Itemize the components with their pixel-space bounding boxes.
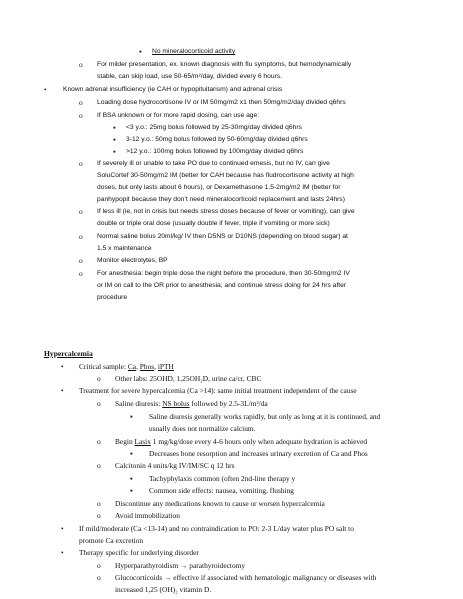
bullet-circle: o (79, 60, 83, 69)
lasix-dosing: 1 mg/kg/dose every 4-6 hours only when adequate hydration is achieved (150, 437, 368, 446)
line-decreases-resorption: Decreases bone resorption and increases urinary excretion of Ca and Phos (149, 449, 368, 458)
lab-ipth: iPTH (157, 362, 174, 371)
bullet-square: ▪ (130, 474, 133, 483)
line-avoid-immobilization: Avoid immobilization (115, 511, 180, 520)
line-hyperparathyroidism: Hyperparathyroidism → parathyroidectomy (115, 561, 246, 570)
line-less-ill: If less ill (ie, not in crisis but needs stress doses because of fever or vomiting), can give (97, 208, 355, 215)
line-milder-presentation-cont: stable, can skip load, use 50-65/m²/day, divided every 6 hours. (97, 73, 282, 80)
begin-label: Begin (115, 437, 135, 446)
bullet-square: ▪ (130, 486, 133, 495)
bullet-circle: o (79, 269, 83, 278)
line-monitor: Monitor electrolytes, BP (97, 257, 168, 264)
bullet-square: ▪ (130, 449, 133, 458)
line-bsa-unknown: If BSA unknown or for more rapid dosing, can use age: (97, 112, 260, 119)
bullet-square: ▪ (130, 412, 133, 421)
line-saline-rapid: Saline diuresis generally works rapidly, but only as long at it is continued, and (149, 412, 381, 421)
bullet-disc: • (61, 386, 64, 395)
line-increased-vitd: increased 1,25 (OH)₂ vitamin D. (115, 585, 212, 594)
bullet-circle: o (79, 98, 83, 107)
line-maintenance: 1.5 x maintenance (97, 245, 152, 252)
line-age-3-12: 3-12 y.o.: 50mg bolus followed by 50-60mg/day divided q6hrs (126, 136, 308, 143)
line-panhypopit: panhypopit because they don’t need mineralocorticoid replacement and lasts 24hrs) (97, 196, 345, 203)
separator: , (136, 362, 140, 371)
line-solucortef: SoluCortef 30-50mg/m2 IM (better for CAH because has fludrocortisone activity at high (97, 172, 354, 179)
lab-ca: Ca (127, 362, 137, 371)
ns-bolus: NS bolus (162, 399, 190, 408)
saline-diuresis-rest: followed by 2.5-3L/m²/da (189, 399, 268, 408)
bullet-circle: o (79, 256, 83, 265)
critical-sample-label: Critical sample: (79, 362, 128, 371)
line-double-triple: double or triple oral dose (usually double if fever, triple if vomiting or more sick) (97, 220, 330, 227)
bullet-disc: • (61, 548, 64, 557)
line-other-labs: Other labs: 25OHD, 1,25OH₂D, urine ca/cr, CBC (115, 374, 262, 383)
bullet-circle: o (97, 561, 101, 570)
bullet-disc: • (61, 362, 64, 371)
bullet-circle: o (97, 573, 101, 582)
bullet-circle: o (97, 374, 101, 383)
saline-diuresis-label: Saline diuresis: (115, 399, 163, 408)
line-anesthesia: For anesthesia: begin triple dose the night before the procedure, then 30-50mg/m2 IV (97, 270, 350, 277)
line-mild-moderate: If mild/moderate (Ca <13-14) and no contraindication to PO: 2-3 L/day water plus PO salt to (79, 524, 354, 533)
bullet-circle: o (79, 111, 83, 120)
line-calcitonin: Calcitonin 4 units/kg IV/IM/SC q 12 hrs (115, 461, 235, 470)
line-begin-lasix (115, 438, 367, 447)
line-age-over-12: >12 y.o.: 100mg bolus followed by 100mg/day divided q6hrs (126, 148, 304, 155)
line-known-adrenal: Known adrenal insufficiency (ie CAH or hypopituitarism) and adrenal crisis (63, 86, 283, 93)
line-therapy-specific: Therapy specific for underlying disorder (79, 548, 199, 557)
line-side-effects: Common side effects: nausea, vomiting, flushing (149, 486, 294, 495)
line-saline-bolus: Normal saline bolus 20ml/kg/ IV then D5NS or D10NS (depending on blood sugar) at (97, 233, 348, 240)
separator: , (154, 362, 158, 371)
line-saline-diuresis (115, 400, 268, 409)
bullet-circle: o (97, 437, 101, 446)
bullet-square: ▪ (113, 135, 116, 144)
bullet-circle: o (97, 511, 101, 520)
bullet-square: ▪ (113, 123, 116, 132)
line-discontinue: Discontinue any medications known to cause or worsen hypercalcemia (115, 499, 325, 508)
line-age-under-3: <3 y.o.: 25mg bolus followed by 25-30mg/day divided q6hrs (126, 124, 302, 131)
line-promote-excretion: promote Ca excretion (79, 536, 144, 545)
line-milder-presentation: For milder presentation, ex. known diagnosis with flu symptoms, but hemodynamically (97, 61, 352, 68)
bullet-circle: o (79, 232, 83, 241)
line-dexamethasone: doses, but only lasts about 6 hours), or Dexamethasone 1.5-2mg/m2 IM (better for (97, 184, 341, 191)
line-treatment-severe: Treatment for severe hypercalcemia (Ca >14): same initial treatment independent of the cause (79, 386, 357, 395)
lasix: Lasix (134, 437, 151, 446)
section-heading-hypercalcemia: Hypercalcemia (44, 349, 93, 358)
bullet-square: ▪ (113, 147, 116, 156)
bullet-circle: o (97, 399, 101, 408)
bullet-square: ▪ (139, 47, 142, 56)
line-glucocorticoids: Glucocorticoids → effective if associated with hematologic malignancy or diseases with (115, 573, 377, 582)
bullet-circle: o (79, 159, 83, 168)
line-anesthesia-cont: or IM on call to the OR prior to anesthesia; and continue stress doing for 24 hrs after (97, 282, 347, 289)
line-severely-ill: If severely ill or unable to take PO due to continued emesis, but no IV, can give (97, 160, 330, 167)
bullet-circle: o (97, 499, 101, 508)
line-saline-normalize: usually does not normalize calcium. (149, 424, 256, 433)
bullet-circle: o (79, 207, 83, 216)
line-critical-sample (79, 363, 174, 372)
bullet-disc: • (44, 85, 47, 94)
lab-phos: Phos (139, 362, 155, 371)
line-loading-dose: Loading dose hydrocortisone IV or IM 50mg/m2 x1 then 50mg/m2/day divided q6hrs (97, 99, 346, 106)
bullet-disc: • (61, 524, 64, 533)
bullet-circle: o (97, 461, 101, 470)
line-procedure: procedure (97, 294, 128, 301)
line-no-mineralocorticoid: No mineralocorticoid activity (152, 48, 236, 55)
line-tachyphylaxis: Tachyphylaxis common (often 2nd-line therapy y (149, 474, 296, 483)
